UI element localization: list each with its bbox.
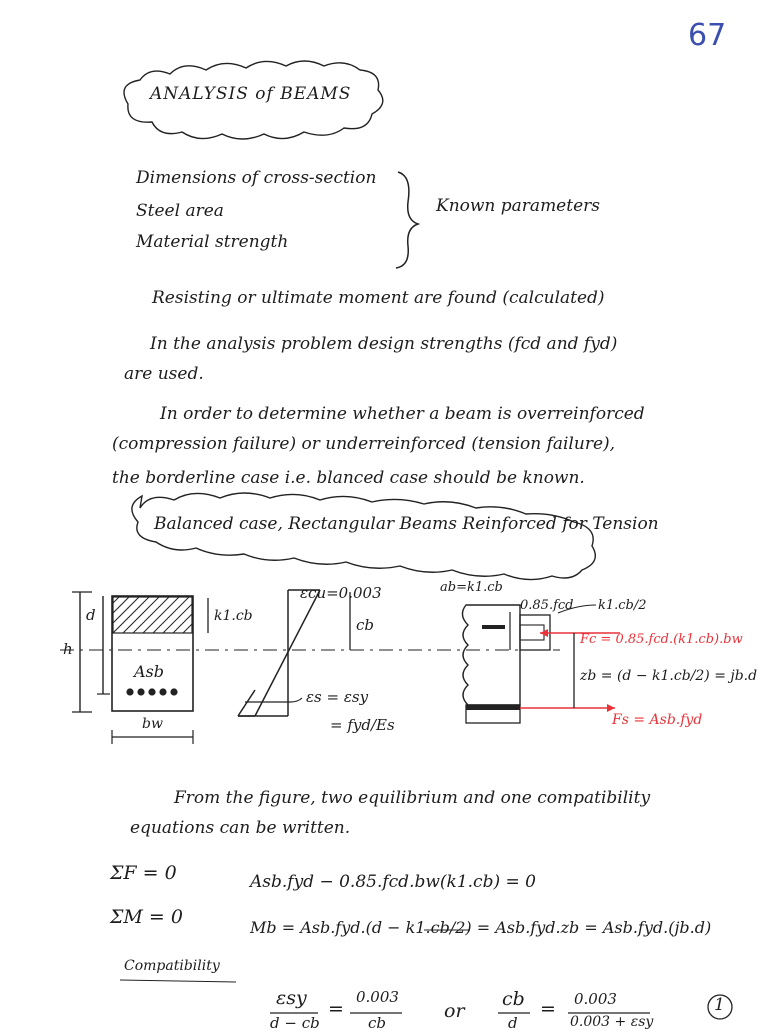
label-ecu: εcu=0.003 — [300, 584, 382, 602]
equation-sumM-rhs: Mb = Asb.fyd.(d − k1.cb/2) = Asb.fyd.zb = Asb.fyd.(jb.d) — [250, 918, 712, 937]
label-zb: zb = (d − k1.cb/2) = jb.d — [580, 668, 758, 684]
param-item: Material strength — [136, 232, 289, 252]
label-d: d — [86, 606, 96, 624]
label-fs: Fs = Asb.fyd — [612, 712, 703, 728]
label-k1cb2: k1.cb/2 — [598, 598, 647, 613]
brace — [396, 172, 418, 268]
paragraph-line: Resisting or ultimate moment are found (calculated) — [152, 288, 605, 308]
compatibility-label: Compatibility — [124, 958, 220, 974]
fraction-numerator: 0.003 — [574, 990, 617, 1008]
section-heading: Balanced case, Rectangular Beams Reinforced for Tension — [154, 514, 659, 534]
label-es: εs = εsy — [306, 688, 369, 706]
known-parameters-label: Known parameters — [436, 196, 600, 216]
param-item: Dimensions of cross-section — [136, 168, 377, 188]
fraction-denominator: d − cb — [270, 1014, 320, 1032]
compression-zone — [113, 597, 192, 633]
fraction-numerator: cb — [502, 988, 525, 1010]
or-word: or — [444, 1000, 465, 1022]
label-fc: Fc = 0.85.fcd.(k1.cb).bw — [580, 632, 743, 647]
equation-sumF-rhs: Asb.fyd − 0.85.fcd.bw(k1.cb) = 0 — [250, 872, 536, 892]
label-h: h — [63, 640, 73, 658]
page-number: 67 — [688, 18, 727, 53]
equation-sumM-lhs: ΣM = 0 — [110, 906, 183, 928]
label-asb: Asb — [134, 662, 165, 681]
label-cb: cb — [356, 616, 375, 634]
fraction-denominator: cb — [368, 1014, 387, 1032]
fraction-numerator: 0.003 — [356, 988, 399, 1006]
fraction-denominator: 0.003 + εsy — [570, 1014, 654, 1030]
label-ab: ab=k1.cb — [440, 580, 503, 595]
paragraph-line: equations can be written. — [130, 818, 351, 838]
paragraph-line: are used. — [124, 364, 204, 384]
heading-cloud — [132, 493, 595, 580]
paragraph-line: In order to determine whether a beam is overreinforced — [160, 404, 645, 424]
fraction-numerator: εsy — [276, 987, 307, 1009]
label-k1cb: k1.cb — [214, 608, 253, 624]
paragraph-line: the borderline case i.e. blanced case should be known. — [112, 468, 585, 488]
param-item: Steel area — [136, 201, 224, 221]
label-bw: bw — [142, 716, 163, 732]
equals-sign: = — [328, 998, 344, 1020]
paragraph-line: In the analysis problem design strengths (fcd and fyd) — [150, 334, 618, 354]
equation-sumF-lhs: ΣF = 0 — [110, 862, 177, 884]
label-fcd: 0.85.fcd — [520, 598, 574, 613]
paragraph-line: (compression failure) or underreinforced (tension failure), — [112, 434, 616, 454]
paragraph-line: From the figure, two equilibrium and one compatibility — [174, 788, 651, 808]
label-fyd-es: = fyd/Es — [330, 716, 395, 734]
fraction-denominator: d — [508, 1014, 518, 1032]
equals-sign: = — [540, 998, 556, 1020]
equation-number: 1 — [714, 995, 725, 1015]
page-title: ANALYSIS of BEAMS — [150, 84, 352, 104]
